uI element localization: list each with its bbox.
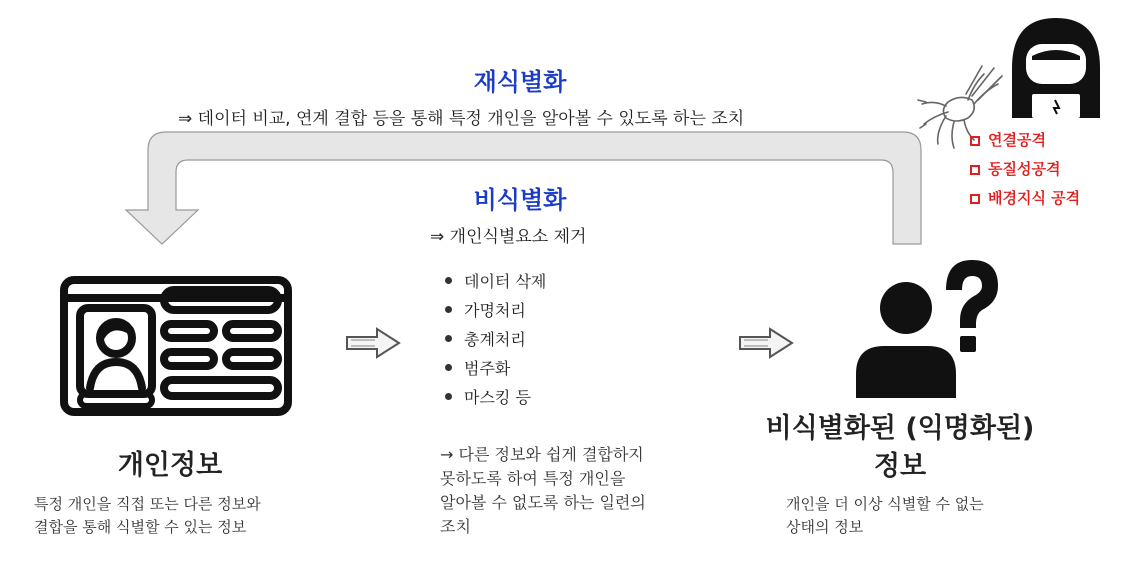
checkbox-icon — [970, 136, 980, 146]
hacker-icon — [1006, 12, 1106, 122]
deidentification-methods — [445, 267, 546, 412]
attack-item: 연결공격 — [970, 126, 1080, 155]
checkbox-icon — [970, 194, 980, 204]
right-arrow-icon — [343, 325, 403, 361]
method-item: 범주화 — [445, 354, 546, 383]
deidentification-title: 비식별화 — [473, 186, 567, 214]
right-arrow-icon — [736, 325, 796, 361]
method-item: 총계처리 — [445, 325, 546, 354]
checkbox-icon — [970, 165, 980, 175]
personal-info-title: 개인정보 — [117, 450, 223, 481]
attack-list — [970, 126, 1080, 213]
anonymous-person-icon — [850, 250, 1000, 400]
anonymized-info-description: 개인을 더 이상 식별할 수 없는 상태의 정보 — [786, 495, 984, 536]
deidentification-description: ⇒ 개인식별요소 제거 — [430, 227, 587, 247]
reidentification-title: 재식별화 — [473, 68, 567, 96]
personal-info-description: 특정 개인을 직접 또는 다른 정보와 결합을 통해 식별할 수 있는 정보 — [34, 495, 261, 536]
method-item: 마스킹 등 — [445, 383, 546, 412]
anonymized-info-title: 비식별화된 (익명화된) 정보 — [765, 413, 1035, 482]
id-card-icon — [60, 276, 292, 416]
attack-item: 배경지식 공격 — [970, 184, 1080, 213]
method-item: 가명처리 — [445, 296, 546, 325]
reidentification-description: ⇒ 데이터 비교, 연계 결합 등을 통해 특정 개인을 알아볼 수 있도록 하는 조치 — [178, 109, 745, 129]
attack-item: 동질성공격 — [970, 155, 1080, 184]
deidentification-note: → 다른 정보와 쉽게 결합하지 못하도록 하여 특정 개인을 알아볼 수 없도록 하는 일련의 조치 — [440, 445, 646, 536]
method-item: 데이터 삭제 — [445, 267, 546, 296]
